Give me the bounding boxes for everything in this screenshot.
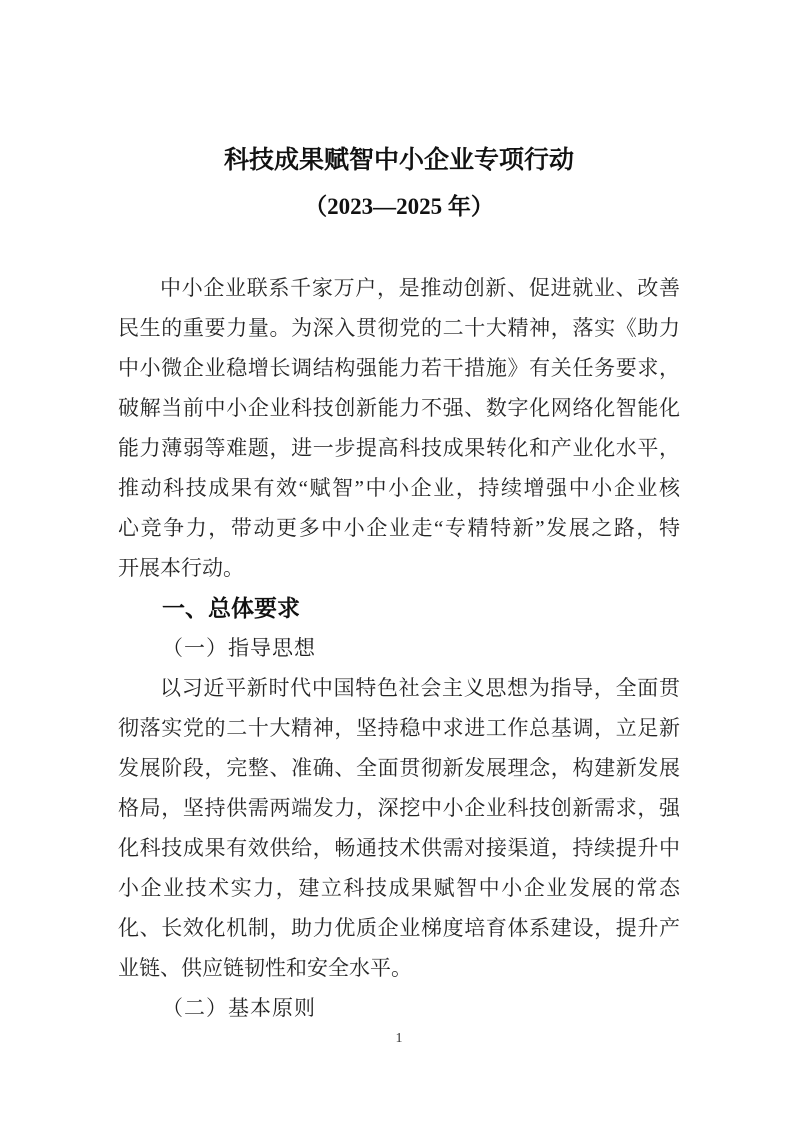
- paragraph-line: 小企业技术实力，建立科技成果赋智中小企业发展的常态: [118, 876, 680, 900]
- paragraph-line: 破解当前中小企业科技创新能力不强、数字化网络化智能化: [118, 396, 680, 420]
- paragraph-line: 开展本行动。: [118, 556, 244, 580]
- paragraph-line: 格局，坚持供需两端发力，深挖中小企业科技创新需求，强: [118, 796, 680, 820]
- subsection-heading-guiding-ideology: （一）指导思想: [162, 636, 316, 660]
- paragraph-line: 民生的重要力量。为深入贯彻党的二十大精神，落实《助力: [118, 316, 680, 340]
- paragraph-line: 中小微企业稳增长调结构强能力若干措施》有关任务要求，: [118, 356, 680, 380]
- paragraph-line: 化、长效化机制，助力优质企业梯度培育体系建设，提升产: [118, 916, 680, 940]
- paragraph-guiding-ideology: [118, 668, 680, 988]
- paragraph-line: 发展阶段，完整、准确、全面贯彻新发展理念，构建新发展: [118, 756, 680, 780]
- paragraph-line: 能力薄弱等难题，进一步提高科技成果转化和产业化水平，: [118, 436, 680, 460]
- subsection-heading-basic-principles: （二）基本原则: [162, 996, 316, 1020]
- paragraph-intro: [118, 268, 680, 588]
- paragraph-line: 中小企业联系千家万户，是推动创新、促进就业、改善: [160, 276, 680, 300]
- paragraph-line: 彻落实党的二十大精神，坚持稳中求进工作总基调，立足新: [118, 716, 680, 740]
- paragraph-line: 心竞争力，带动更多中小企业走“专精特新”发展之路，特: [118, 516, 680, 540]
- paragraph-line: 推动科技成果有效“赋智”中小企业，持续增强中小企业核: [118, 476, 680, 500]
- page-number: 1: [395, 1031, 403, 1046]
- paragraph-line: 业链、供应链韧性和安全水平。: [118, 956, 412, 980]
- section-heading-overall-requirements: 一、总体要求: [162, 595, 300, 621]
- document-title: 科技成果赋智中小企业专项行动: [223, 147, 574, 174]
- document-subtitle: （2023—2025 年）: [304, 194, 494, 219]
- document-page: [118, 0, 680, 1123]
- paragraph-line: 化科技成果有效供给，畅通技术供需对接渠道，持续提升中: [118, 836, 680, 860]
- paragraph-line: 以习近平新时代中国特色社会主义思想为指导，全面贯: [160, 676, 680, 700]
